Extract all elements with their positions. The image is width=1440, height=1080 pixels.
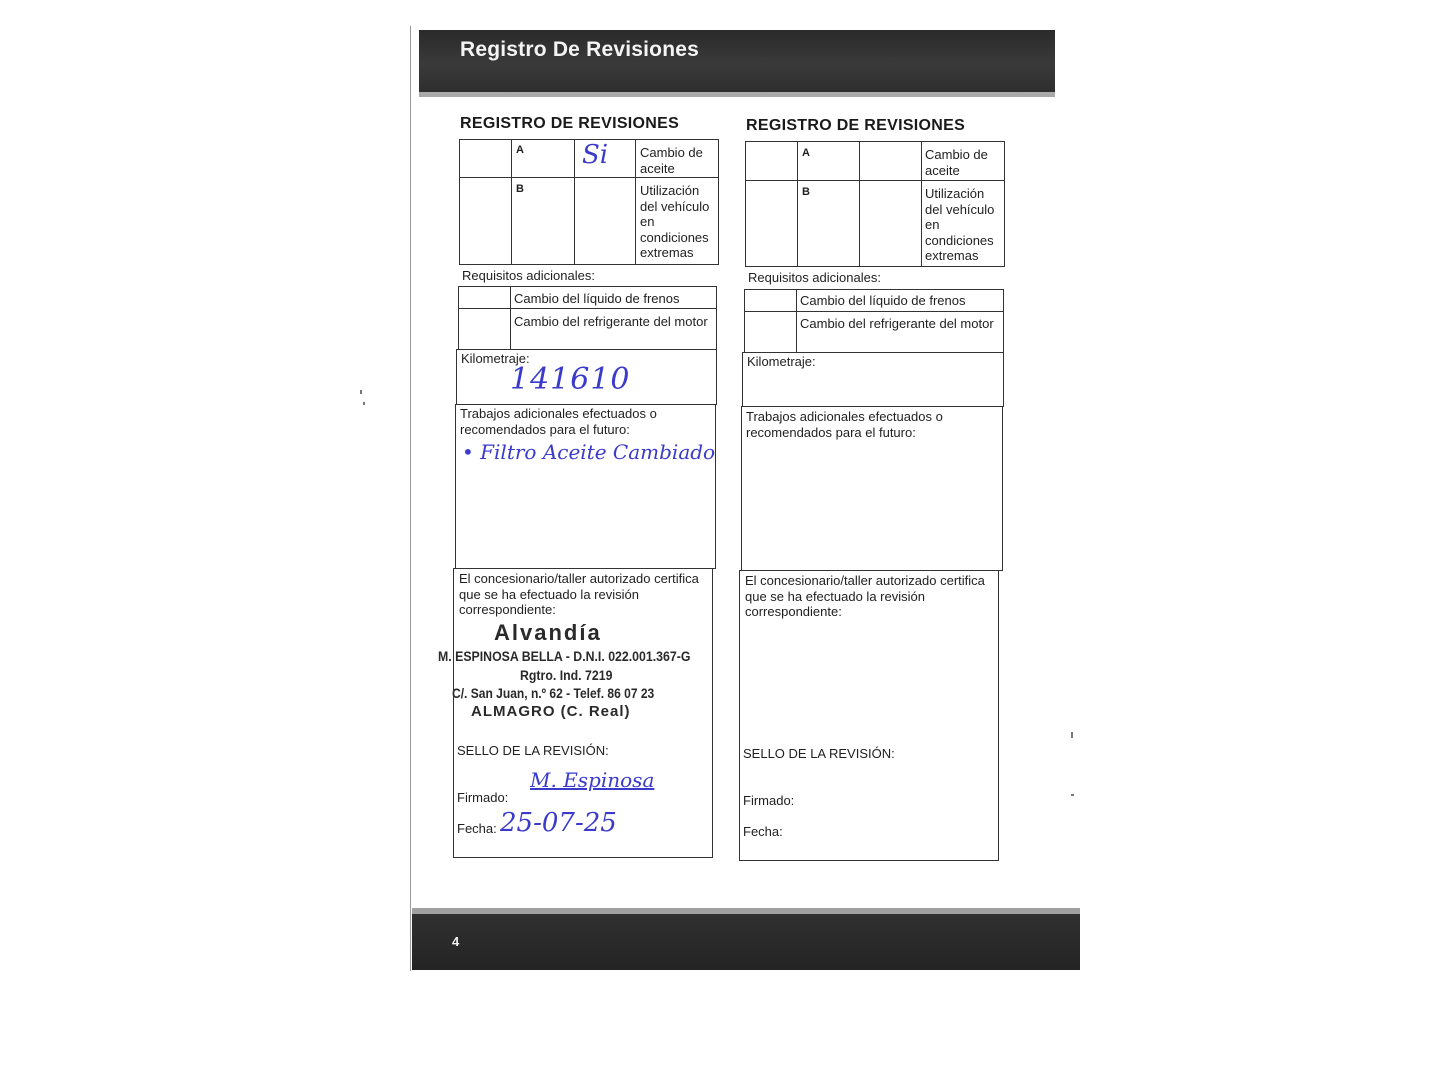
row-a-label: A [516, 144, 524, 156]
kilometraje-label: Kilometraje: [461, 351, 530, 366]
stamp-line2: M. ESPINOSA BELLA - D.N.I. 022.001.367-G [438, 648, 691, 664]
scan-speck [360, 390, 362, 394]
sello-label: SELLO DE LA REVISIÓN: [743, 746, 895, 761]
scan-speck [1071, 732, 1073, 738]
scan-speck [1071, 794, 1074, 796]
firmado-label: Firmado: [743, 793, 795, 808]
sello-label: SELLO DE LA REVISIÓN: [457, 743, 609, 758]
kilometraje-label: Kilometraje: [747, 354, 816, 369]
row-b-desc: Utilización del vehículo en condiciones extremas [640, 183, 710, 260]
requisitos-label: Requisitos adicionales: [748, 270, 881, 285]
trabajos-value: • Filtro Aceite Cambiado [462, 440, 716, 464]
stamp-line4: C/. San Juan, n.º 62 - Telef. 86 07 23 [452, 685, 655, 701]
stamp-name: Alvandía [494, 620, 602, 645]
fecha-value: 25-07-25 [500, 808, 617, 838]
row-b-desc: Utilización del vehículo en condiciones extremas [925, 186, 995, 263]
fecha-label: Fecha: [743, 824, 783, 839]
requisitos-label: Requisitos adicionales: [462, 268, 595, 283]
trabajos-label: Trabajos adicionales efectuados o recomendados para el futuro: [746, 409, 943, 440]
page-number: 4 [452, 934, 460, 949]
card-title: REGISTRO DE REVISIONES [746, 117, 966, 134]
firmado-label: Firmado: [457, 790, 509, 805]
footer-bar [412, 908, 1080, 970]
card-title: REGISTRO DE REVISIONES [460, 115, 680, 132]
page-title: Registro De Revisiones [460, 38, 699, 61]
fecha-label: Fecha: [457, 821, 497, 836]
row-a-desc: Cambio de aceite [925, 147, 988, 178]
row-b-label: B [802, 186, 810, 198]
row-a-label: A [802, 147, 810, 159]
row-a-check: Si [582, 140, 609, 170]
row-b-label: B [516, 183, 524, 195]
req-coolant: Cambio del refrigerante del motor [800, 316, 994, 331]
req-brake-fluid: Cambio del líquido de frenos [800, 293, 966, 308]
req-coolant: Cambio del refrigerante del motor [514, 314, 708, 329]
scan-speck [363, 402, 365, 405]
firmado-signature: M. Espinosa [530, 768, 655, 792]
row-a-desc: Cambio de aceite [640, 145, 703, 176]
kilometraje-value: 141610 [510, 362, 631, 397]
stamp-line5: ALMAGRO (C. Real) [471, 703, 631, 720]
stamp-line3: Rgtro. Ind. 7219 [520, 667, 613, 683]
certifica-label: El concesionario/taller autorizado certifica que se ha efectuado la revisión correspondiente: [745, 573, 985, 619]
trabajos-label: Trabajos adicionales efectuados o recomendados para el futuro: [460, 406, 657, 437]
certifica-label: El concesionario/taller autorizado certifica que se ha efectuado la revisión correspondiente: [459, 571, 699, 617]
req-brake-fluid: Cambio del líquido de frenos [514, 291, 680, 306]
